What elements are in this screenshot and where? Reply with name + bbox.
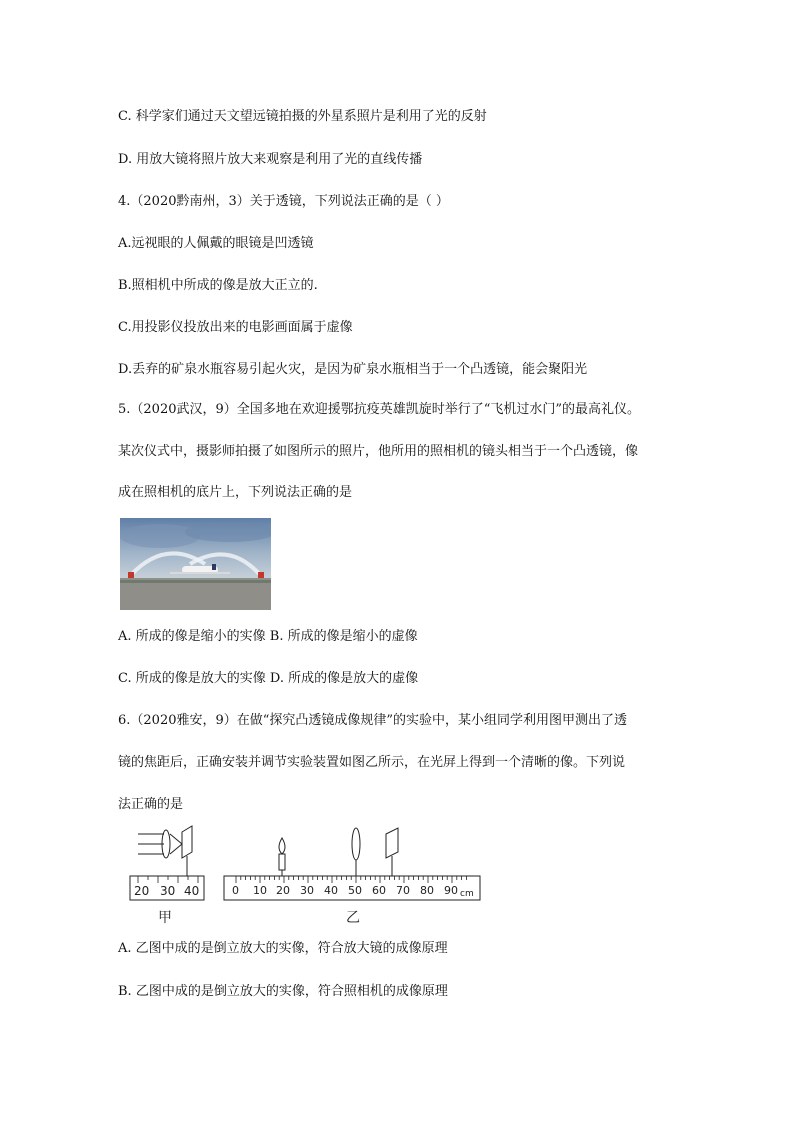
right-ruler-tick-60: 60 bbox=[372, 884, 386, 897]
right-ruler-tick-30: 30 bbox=[300, 884, 314, 897]
label-jia: 甲 bbox=[158, 910, 172, 926]
q3-option-c: C. 科学家们通过天文望远镜拍摄的外星系照片是利用了光的反射 bbox=[118, 109, 487, 124]
right-ruler-tick-50: 50 bbox=[348, 884, 362, 897]
right-ruler-ticks bbox=[236, 876, 466, 883]
q5-stem-line1: 5.（2020武汉，9）全国多地在欢迎援鄂抗疫英雄凯旋时举行了“飞机过水门”的最高礼仪。 bbox=[118, 402, 641, 417]
q4-option-a: A.远视眼的人佩戴的眼镜是凹透镜 bbox=[118, 236, 314, 251]
left-ruler-tick-40: 40 bbox=[184, 884, 200, 898]
q5-stem-line3: 成在照相机的底片上，下列说法正确的是 bbox=[118, 485, 353, 500]
q6-option-a: A. 乙图中成的是倒立放大的实像，符合放大镜的成像原理 bbox=[118, 941, 448, 956]
q5-options-ab: A. 所成的像是缩小的实像 B. 所成的像是缩小的虚像 bbox=[118, 629, 418, 644]
q4-stem: 4.（2020黔南州，3）关于透镜，下列说法正确的是（ ） bbox=[118, 194, 449, 209]
right-ruler-tick-0: 0 bbox=[232, 884, 239, 897]
lens-experiment-figure bbox=[118, 822, 488, 930]
label-yi: 乙 bbox=[346, 910, 360, 926]
q3-option-d: D. 用放大镜将照片放大来观察是利用了光的直线传播 bbox=[118, 152, 423, 167]
q6-stem-line1: 6.（2020雅安，9）在做“探究凸透镜成像规律”的实验中，某小组同学利用图甲测出了透 bbox=[118, 713, 628, 728]
q5-options-cd: C. 所成的像是放大的实像 D. 所成的像是放大的虚像 bbox=[118, 671, 419, 686]
left-ruler-ticks bbox=[138, 876, 198, 883]
right-ruler-tick-80: 80 bbox=[420, 884, 434, 897]
q6-stem-line3: 法正确的是 bbox=[118, 797, 184, 812]
right-ruler-tick-90: 90 bbox=[444, 884, 458, 897]
right-ruler-tick-20: 20 bbox=[276, 884, 290, 897]
q5-stem-line2: 某次仪式中，摄影师拍摄了如图所示的照片，他所用的照相机的镜头相当于一个凸透镜，像 bbox=[118, 444, 639, 459]
ruler-unit: cm bbox=[460, 889, 474, 899]
water-salute-photo bbox=[120, 518, 271, 610]
left-ruler-tick-30: 30 bbox=[160, 884, 176, 898]
left-ruler-tick-20: 20 bbox=[134, 884, 150, 898]
right-ruler-tick-40: 40 bbox=[324, 884, 338, 897]
q6-option-b: B. 乙图中成的是倒立放大的实像，符合照相机的成像原理 bbox=[118, 984, 448, 999]
q4-option-d: D.丢弃的矿泉水瓶容易引起火灾，是因为矿泉水瓶相当于一个凸透镜，能会聚阳光 bbox=[118, 362, 588, 377]
right-ruler-tick-70: 70 bbox=[396, 884, 410, 897]
q6-stem-line2: 镜的焦距后，正确安装并调节实验装置如图乙所示，在光屏上得到一个清晰的像。下列说 bbox=[118, 755, 626, 770]
q4-option-b: B.照相机中所成的像是放大正立的. bbox=[118, 278, 318, 293]
right-ruler-tick-10: 10 bbox=[253, 884, 267, 897]
q4-option-c: C.用投影仪投放出来的电影画面属于虚像 bbox=[118, 320, 353, 335]
